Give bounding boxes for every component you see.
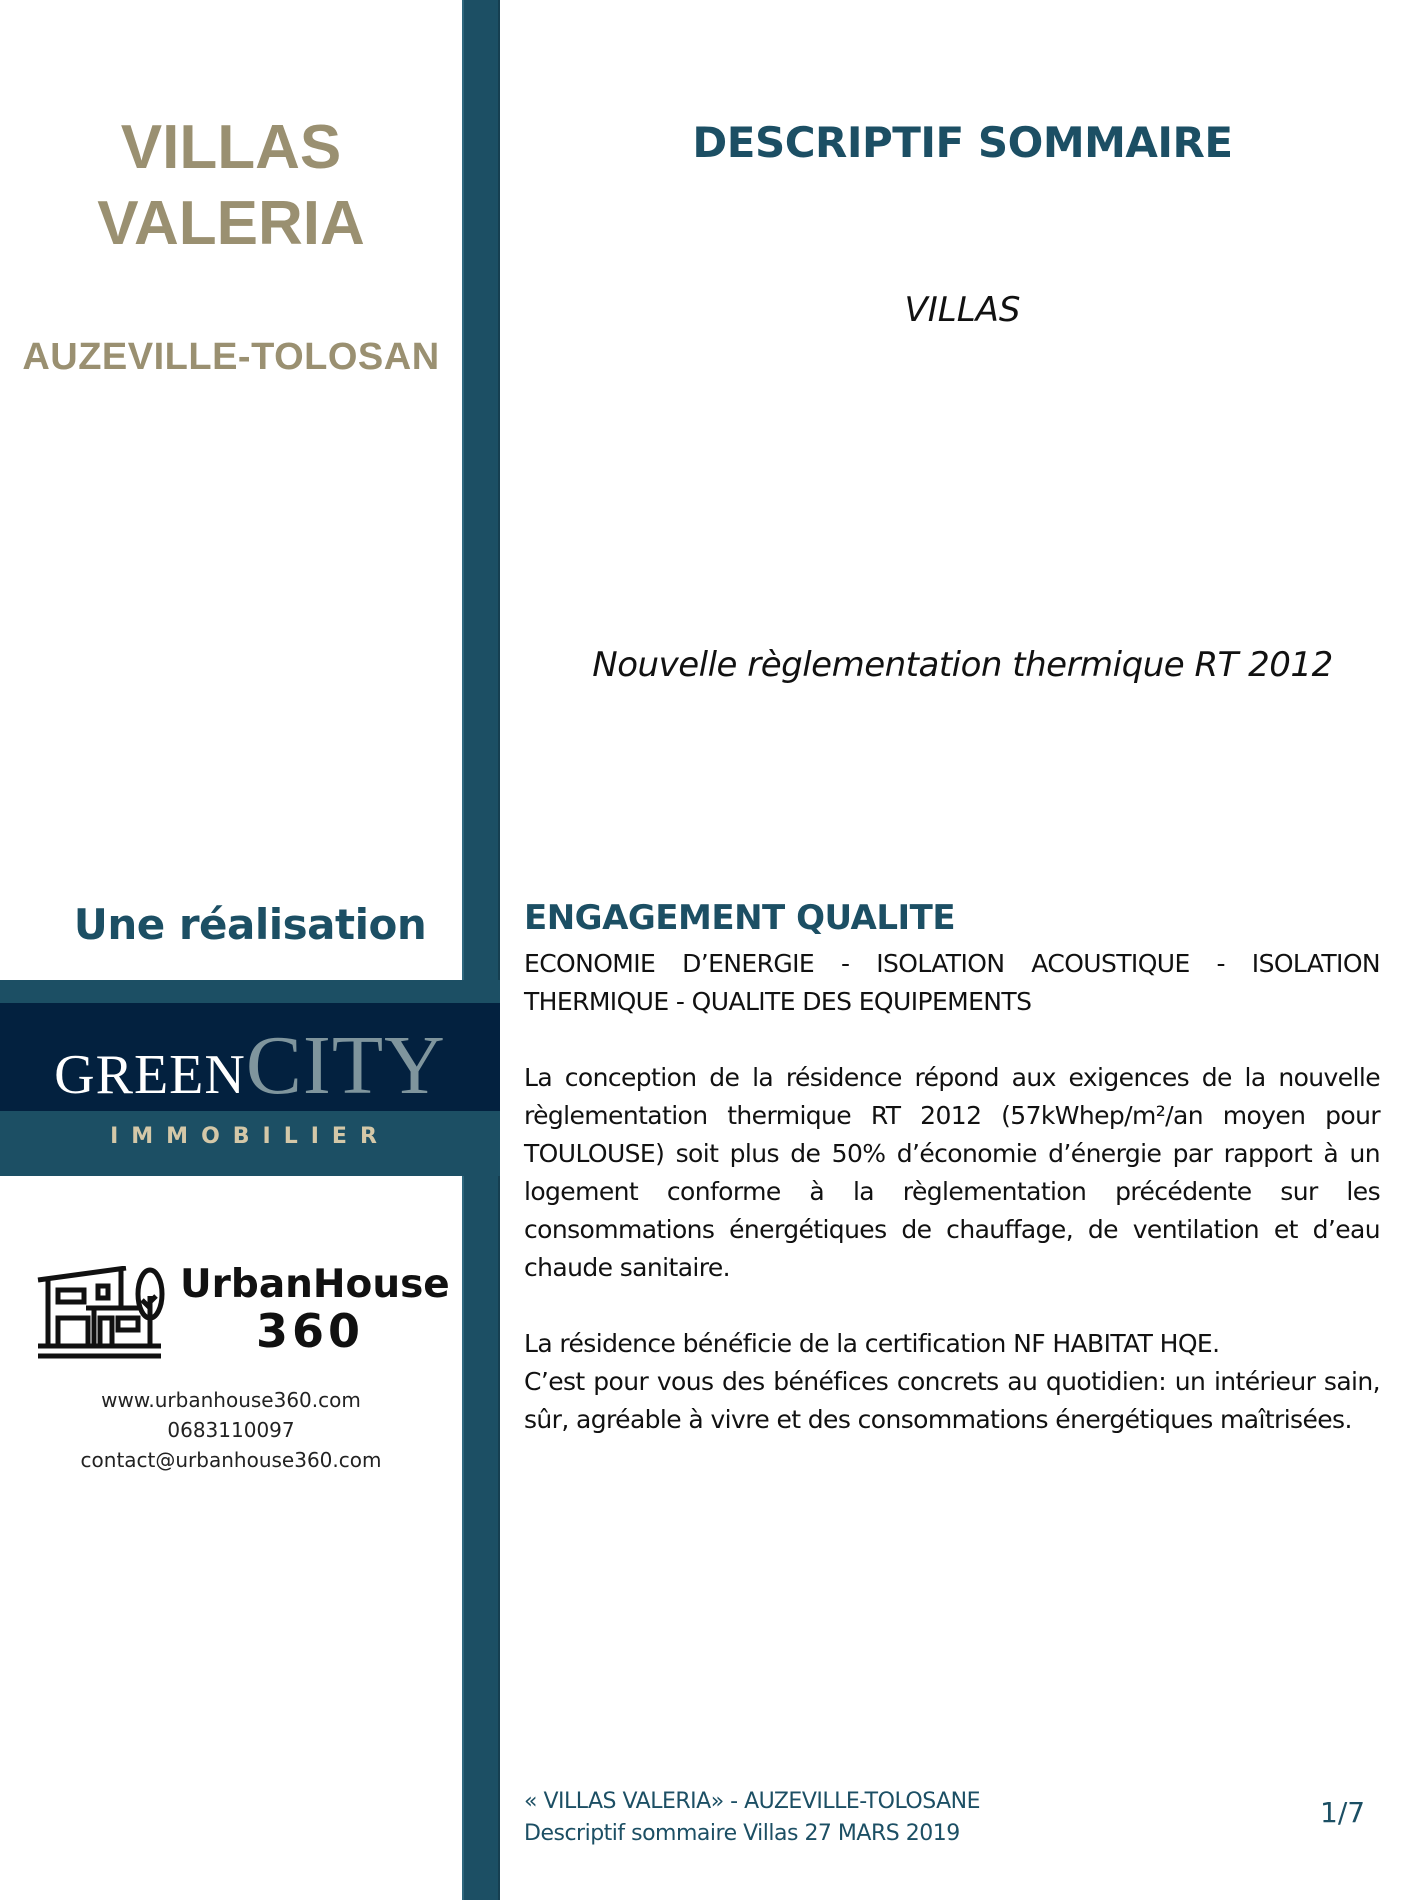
- page-footer: [524, 1786, 980, 1850]
- page-number: 1/7: [1320, 1796, 1366, 1829]
- project-city: AUZEVILLE-TOLOSAN: [22, 336, 440, 378]
- footer-doc-date: Descriptif sommaire Villas 27 MARS 2019: [524, 1821, 960, 1846]
- developer-logo-band: [0, 1003, 500, 1111]
- agency-number: 360: [255, 1304, 365, 1358]
- logo-word-green: GREEN: [54, 1044, 246, 1106]
- keywords-text: ECONOMIE D’ENERGIE - ISOLATION ACOUSTIQUE - ISOLATION THERMIQUE - QUALITE DES EQUIPEMENTS: [524, 949, 1380, 1016]
- realisation-label: Une réalisation: [73, 900, 427, 949]
- section-paragraph-1: [524, 1059, 1380, 1287]
- document-subtitle: VILLAS: [904, 290, 1021, 330]
- vertical-divider-bar: [462, 0, 500, 1900]
- paragraph-1-text: La conception de la résidence répond aux exigences de la nouvelle règlementation thermique RT 2012 (57kWhep/m²/an moyen pour TOULOUSE) soit plus de 50% d’économie d’énergie par rapport à un logement conforme à la règlementation précédente sur les consommations énergétiques de chauffage, de ventilation et d’eau chaude sanitaire.: [524, 1063, 1380, 1282]
- regulation-note: Nouvelle règlementation thermique RT 2012: [592, 645, 1333, 685]
- project-name-line2: VALERIA: [97, 189, 365, 258]
- section-paragraph-2: [524, 1325, 1380, 1439]
- agency-contact: [0, 1385, 462, 1475]
- document-title: DESCRIPTIF SOMMAIRE: [692, 118, 1233, 167]
- project-name: [0, 110, 462, 262]
- agency-website-link[interactable]: www.urbanhouse360.com: [101, 1388, 361, 1412]
- paragraph-2-line2: C’est pour vous des bénéfices concrets au quotidien: un intérieur sain, sûr, agréable à vivre et des consommations énergétiques maîtrisées.: [524, 1367, 1380, 1434]
- section-keywords: [524, 945, 1380, 1021]
- agency-name: UrbanHouse: [180, 1262, 450, 1307]
- logo-word-city: CITY: [245, 1019, 446, 1112]
- paragraph-2-line1: La résidence bénéficie de la certification NF HABITAT HQE.: [524, 1329, 1220, 1358]
- section-title: ENGAGEMENT QUALITE: [524, 898, 956, 938]
- logo-subtitle: IMMOBILIER: [110, 1124, 390, 1149]
- project-name-line1: VILLAS: [120, 113, 342, 182]
- developer-logo: [0, 1017, 500, 1114]
- developer-banner: [0, 980, 500, 1176]
- agency-email-link[interactable]: contact@urbanhouse360.com: [80, 1448, 382, 1472]
- agency-phone[interactable]: 0683110097: [167, 1418, 295, 1442]
- house-with-tree-icon: [36, 1266, 166, 1360]
- footer-project: « VILLAS VALERIA» - AUZEVILLE-TOLOSANE: [524, 1789, 981, 1814]
